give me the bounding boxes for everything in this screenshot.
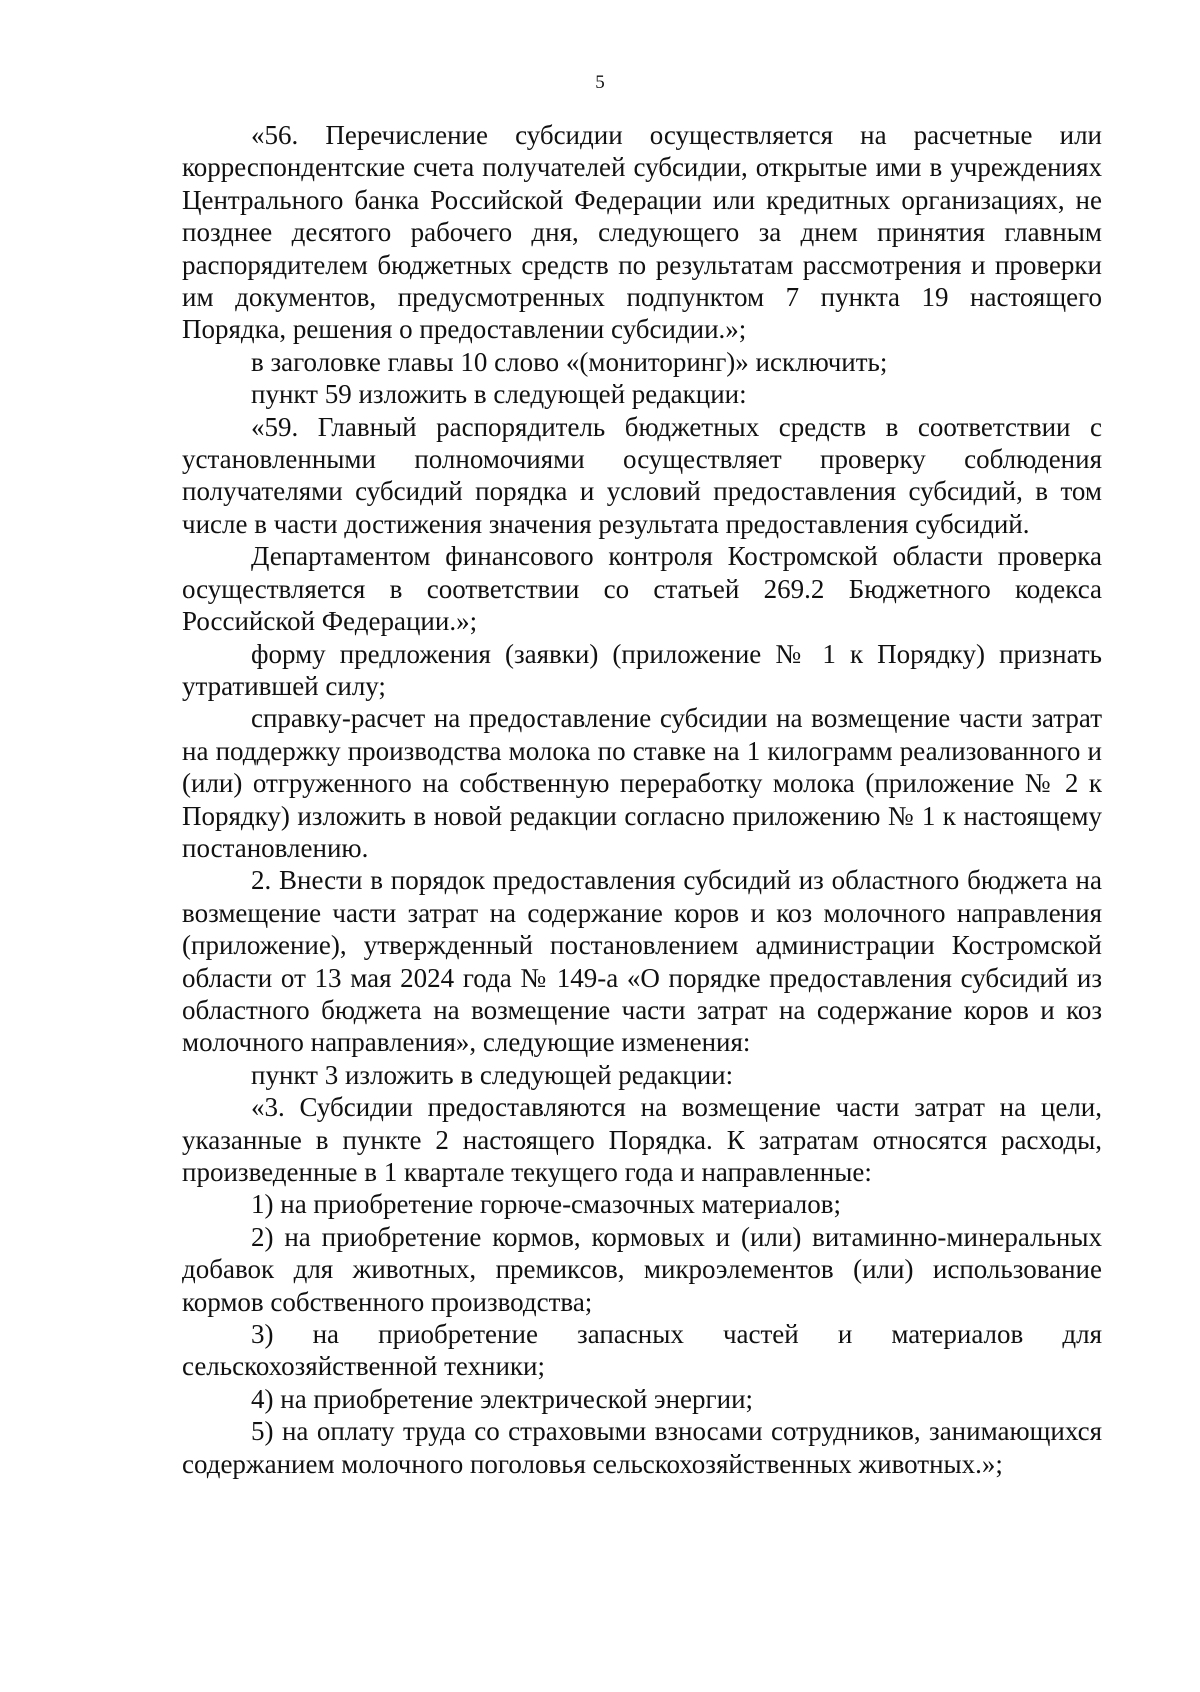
paragraph-application-form: форму предложения (заявки) (приложение № 1 к Порядку) признать утратившей силу;: [182, 638, 1102, 701]
paragraph-56: «56. Перечисление субсидии осуществляется на расчетные или корреспондентские счета получателей субсидии, открытые ими в учреждениях Центрального банка Российской Федерации или кредитных организациях, не позднее десятого рабочего дня, следующего за днем принятия главным распорядителем бюджетных средств по результатам рассмотрения и проверки им документов, предусмотренных подпунктом 7 пункта 19 настоящего Порядка, решения о предоставлении субсидии.»;: [182, 120, 1102, 345]
list-item-5: 5) на оплату труда со страховыми взносами сотрудников, занимающихся содержанием молочного поголовья сельскохозяйственных животных.»;: [182, 1416, 1102, 1479]
paragraph-financial-control: Департаментом финансового контроля Костромской области проверка осуществляется в соответствии со статьей 269.2 Бюджетного кодекса Российской Федерации.»;: [182, 541, 1102, 637]
paragraph-point-59-intro: пункт 59 изложить в следующей редакции:: [251, 379, 747, 410]
paragraph-chapter-10-heading: в заголовке главы 10 слово «(мониторинг)» исключить;: [251, 346, 888, 377]
list-item-3: 3) на приобретение запасных частей и материалов для сельскохозяйственной техники;: [182, 1319, 1102, 1382]
list-item-4: 4) на приобретение электрической энергии;: [251, 1383, 754, 1414]
list-item-1: 1) на приобретение горюче-смазочных материалов;: [251, 1189, 842, 1220]
body-text: [182, 119, 1102, 1480]
paragraph-3: «3. Субсидии предоставляются на возмещение части затрат на цели, указанные в пункте 2 настоящего Порядка. К затратам относятся расходы, произведенные в 1 квартале текущего года и направленные:: [182, 1092, 1102, 1187]
paragraph-calculation-note: справку-расчет на предоставление субсидии на возмещение части затрат на поддержку производства молока по ставке на 1 килограмм реализованного и (или) отгруженного на собственную переработку молока (приложение № 2 к Порядку) изложить в новой редакции согласно приложению № 1 к настоящему постановлению.: [182, 703, 1102, 863]
paragraph-point-3-intro: пункт 3 изложить в следующей редакции:: [251, 1059, 734, 1090]
page-number: 5: [595, 72, 605, 93]
paragraph-2-amendments: 2. Внести в порядок предоставления субсидий из областного бюджета на возмещение части затрат на содержание коров и коз молочного направления (приложение), утвержденный постановлением администрации Костромской области от 13 мая 2024 года № 149-а «О порядке предоставления субсидий из областного бюджета на возмещение части затрат на содержание коров и коз молочного направления», следующие изменения:: [182, 865, 1102, 1058]
paragraph-59: «59. Главный распорядитель бюджетных средств в соответствии с установленными полномочиями осуществляет проверку соблюдения получателями субсидий порядка и условий предоставления субсидий, в том числе в части достижения значения результата предоставления субсидий.: [182, 411, 1102, 539]
list-item-2: 2) на приобретение кормов, кормовых и (или) витаминно-минеральных добавок для животных, премиксов, микроэлементов (или) использование кормов собственного производства;: [182, 1221, 1102, 1317]
